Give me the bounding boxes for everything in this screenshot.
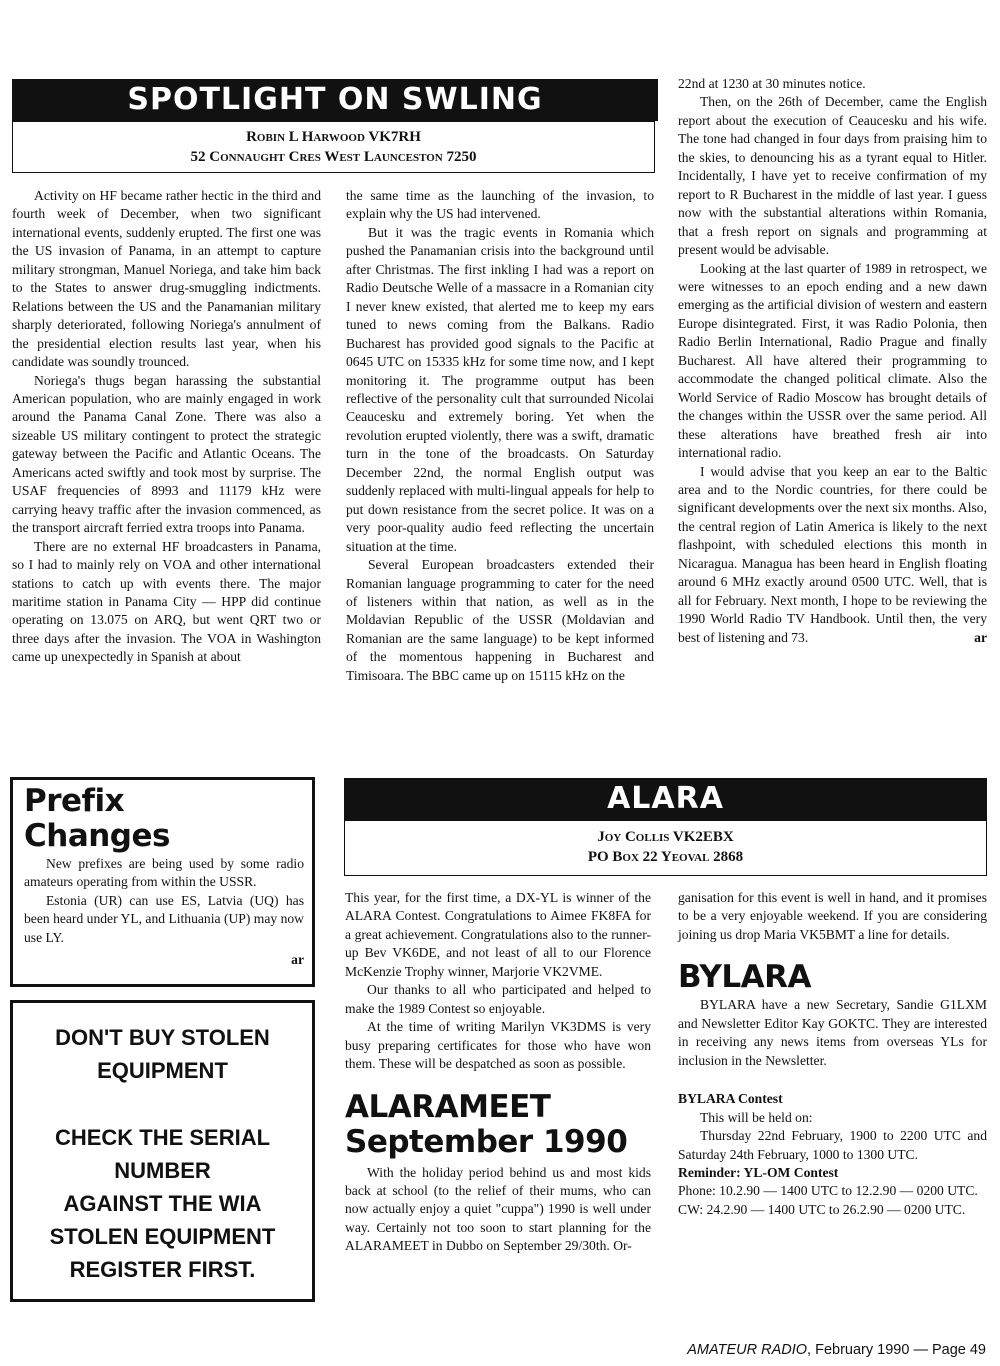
spotlight-column-3 bbox=[678, 75, 987, 648]
footer-magazine: AMATEUR RADIO bbox=[687, 1342, 808, 1358]
alara-p2: Our thanks to all who participated and helped to make the 1989 Contest so enjoyable. bbox=[345, 982, 651, 1016]
alara-p3: At the time of writing Marilyn VK3DMS is very busy preparing certificates for those who have won them. These will be despatched as soon as possible. bbox=[345, 1019, 651, 1072]
bylara-contest-heading: BYLARA Contest bbox=[678, 1091, 783, 1107]
spotlight-c2-p2: Several European broadcasters extended their Romanian language programming to cater for the need of listeners within that nation, as well as in the Moldavian Republic of the USSR (Moldavian and Romanian are the same language) to be kept informed of the momentous happening in Bucharest and Timisoara. The BBC came up on 15115 kHz on the bbox=[346, 557, 654, 683]
spotlight-byline-box bbox=[12, 121, 655, 173]
bylara-contest-dates: Thursday 22nd February, 1900 to 2200 UTC and Saturday 24th February, 1000 to 1300 UTC. bbox=[678, 1128, 987, 1162]
alara-title-banner bbox=[344, 778, 987, 820]
spotlight-c2-p1: But it was the tragic events in Romania which pushed the Panamanian crisis into the background until after Christmas. The first inkling I had was a report on Radio Deutsche Welle of a massacre in a Romanian city I never knew existed, that alerted me to keep my ears tuned to news coming from the Balkans. Radio Bucharest has provided good signals to the Pacific at 0645 UTC on 15335 kHz for some time now, and I kept monitoring it. The programme output has been reflective of the personality cult that surrounded Nicolai Ceaucesku and extremely boring. Yet when the revolution erupted violently, there was a swift, dramatic turn in the tone of the broadcasts. On Saturday December 22nd, the normal English output was suddenly replaced with multi-lingual appeals for help to put down resistance from the secret police. It was on a very poor-quality audio feed reflecting the uncertain situation at the time. bbox=[346, 224, 654, 554]
spotlight-column-2 bbox=[346, 187, 654, 685]
alarameet-title-line1: ALARAMEET bbox=[345, 1088, 551, 1125]
bylara-contest-intro: This will be held on: bbox=[700, 1109, 813, 1125]
spotlight-c1-p1: Activity on HF became rather hectic in the third and fourth week of December, when two significant international events, suddenly erupted. The first one was the US invasion of Panama, in an attempt to capture military strongman, Manuel Noriega, and take him back to the States to answer drug-smuggling indictments. Relations between the US and the Panamanian military sharply deteriorated, following Noriega's annulment of the presidential election results last year, when his candidate was soundly trounced. bbox=[12, 188, 321, 370]
spotlight-c1-p2: Noriega's thugs began harassing the substantial American population, who are mainly engaged in work around the Panama Canal Zone. There was also a sizeable US military contingent to protect the strategic gateway between the Pacific and Atlantic Oceans. The Americans acted swiftly and took most by surprise. The USAF frequencies of 8993 and 11179 kHz were carrying heavy traffic after the invasion commenced, as the transport aircraft ferried extra troops into Panama. bbox=[12, 372, 321, 536]
alara-column-1 bbox=[345, 889, 651, 1256]
alarameet-text: With the holiday period behind us and most kids back at school (to the relief of their mums, who can now actually enjoy a quiet "cuppa") 1990 is well under way. Certainly not too soon to start planning for the ALARAMEET in Dubbo on September 29/30th. Or- bbox=[345, 1164, 651, 1254]
stolen-line-2: EQUIPMENT bbox=[97, 1058, 228, 1083]
spotlight-c3-cont: 22nd at 1230 at 30 minutes notice. bbox=[678, 76, 866, 91]
stolen-line-4: NUMBER bbox=[114, 1158, 211, 1183]
spotlight-column-1 bbox=[12, 187, 321, 667]
bylara-text: BYLARA have a new Secretary, Sandie G1LXM and Newsletter Editor Kay GOKTC. They are interested in receiving any news items from overseas YLs for inclusion in the Newsletter. bbox=[678, 997, 987, 1068]
bylara-title: BYLARA bbox=[678, 959, 811, 996]
prefix-p2: Estonia (UR) can use ES, Latvia (UQ) has been heard under YL, and Lithuania (UP) may now use LY. bbox=[24, 892, 304, 945]
spotlight-address: 52 Connaught Cres West Launceston 7250 bbox=[190, 149, 477, 165]
spotlight-title: SPOTLIGHT ON SWLING bbox=[127, 82, 543, 117]
page-footer bbox=[687, 1342, 986, 1358]
alara-title: ALARA bbox=[607, 781, 724, 816]
alara-address: PO Box 22 Yeoval 2868 bbox=[587, 849, 744, 865]
prefix-title-line1: Prefix bbox=[24, 783, 125, 819]
reminder-phone: Phone: 10.2.90 — 1400 UTC to 12.2.90 — 0200 UTC. bbox=[678, 1183, 978, 1199]
alarameet-title-line2: September 1990 bbox=[345, 1123, 628, 1160]
stolen-line-7: REGISTER FIRST. bbox=[69, 1257, 256, 1282]
alara-c2-cont: ganisation for this event is well in hand, and it promises to be a very enjoyable weekend. If you are considering joining us drop Maria VK5BMT a line for details. bbox=[678, 890, 987, 942]
stolen-line-1: DON'T BUY STOLEN bbox=[55, 1025, 270, 1050]
stolen-equipment-box bbox=[10, 1000, 315, 1302]
spotlight-c3-p1: Then, on the 26th of December, came the English report about the execution of Ceaucesku and his wife. The tone had changed in four days from praising him to the skies, to denouncing his as a tyrant equal to Hitler. Incidentally, I have yet to receive confirmation of my report to R Bucharest in the middle of last year. I guess now with the substantial alterations within Romania, that a fresh report on signals and programming at present would be advisable. bbox=[678, 94, 987, 258]
spotlight-c2-cont: the same time as the launching of the invasion, to explain why the US had intervened. bbox=[346, 188, 654, 222]
spotlight-author: Robin L Harwood VK7RH bbox=[246, 129, 421, 145]
prefix-title-line2: Changes bbox=[24, 818, 170, 854]
prefix-changes-box bbox=[10, 777, 315, 987]
footer-issue-page: , February 1990 — Page 49 bbox=[807, 1342, 986, 1358]
alara-p1: This year, for the first time, a DX-YL is winner of the ALARA Contest. Congratulations to Aimee FK8FA for a great achievement. Congratulations also to the runner-up Bev VK6DE, and not least of all to our Florence McKenzie Trophy winner, Marjorie VK2VME. bbox=[345, 890, 651, 979]
spotlight-title-banner bbox=[12, 79, 658, 121]
spotlight-c3-p2: Looking at the last quarter of 1989 in retrospect, we were witnesses to an epoch ending and a new dawn emerging as the artificial division of western and eastern Europe disintegrated. First, it was Radio Polonia, then Radio Berlin International, Radio Prague and finally Bucharest. All have altered their programming to accommodate the changed political climate. Also the World Service of Radio Moscow has brought details of the changes within the USSR over the same period. All these alterations have breathed fresh air into international radio. bbox=[678, 260, 987, 461]
spotlight-end-mark: ar bbox=[974, 630, 987, 646]
spotlight-c3-p3: I would advise that you keep an ear to the Baltic area and to the Nordic countries, for there could be significant developments over the next six months. Also, the central region of Latin America is likely to the next flashpoint, with scheduled elections this month in Nicaragua. Managua has been heard in English floating around 6 MHz exactly around 0500 UTC. Well, that is all for February. Next month, I hope to be reviewing the 1990 World Radio TV Handbook. Until then, the very best of listening and 73. bbox=[678, 463, 987, 645]
prefix-p1: New prefixes are being used by some radio amateurs operating from within the USSR. bbox=[24, 856, 304, 890]
spotlight-c1-p3: There are no external HF broadcasters in Panama, so I had to mainly rely on VOA and other international stations to catch up with events there. The major maritime station in Panama City — HPP did continue operating on 13.075 on ARQ, but went QRT two or three days after the invasion. The VOA in Washington came up unexpectedly in Spanish at about bbox=[12, 538, 321, 665]
prefix-body bbox=[24, 855, 304, 970]
reminder-heading: Reminder: YL-OM Contest bbox=[678, 1164, 839, 1180]
reminder-cw: CW: 24.2.90 — 1400 UTC to 26.2.90 — 0200 UTC. bbox=[678, 1201, 966, 1217]
stolen-line-5: AGAINST THE WIA bbox=[63, 1191, 262, 1216]
alara-author: Joy Collis VK2EBX bbox=[597, 829, 734, 845]
prefix-end-mark: ar bbox=[291, 952, 304, 968]
stolen-line-6: STOLEN EQUIPMENT bbox=[49, 1224, 276, 1249]
alara-column-2 bbox=[678, 889, 987, 1219]
alara-byline-box bbox=[344, 820, 987, 876]
stolen-line-3: CHECK THE SERIAL bbox=[54, 1125, 271, 1150]
